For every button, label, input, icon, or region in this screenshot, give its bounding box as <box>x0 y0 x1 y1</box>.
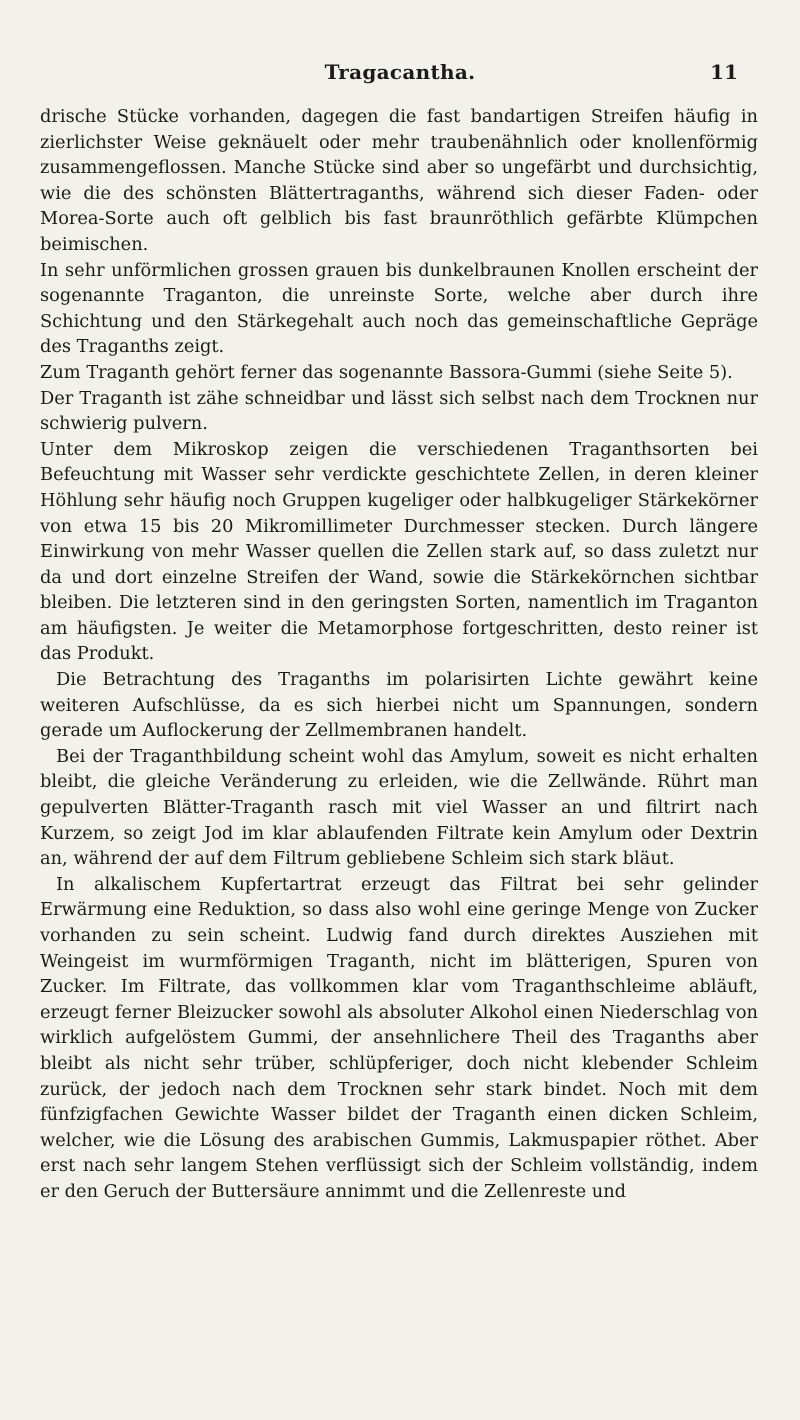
paragraph-pulvern: Der Traganth ist zähe schneidbar und lässt sich selbst nach dem Trocknen nur schwierig pulvern. <box>40 387 758 435</box>
paragraph-mikroskop: Unter dem Mikroskop zeigen die verschiedenen Traganthsorten bei Befeuchtung mit Wasser sehr verdickte geschichtete Zellen, in deren kleiner Höhlung sehr häufig noch Gruppen kugeliger oder halbkugeliger Stärkekörner von etwa 15 bis 20 Mikromillimeter Durchmesser stecken. Durch längere Einwirkung von mehr Wasser quellen die Zellen stark auf, so dass zuletzt nur da und dort einzelne Streifen der Wand, sowie die Stärkekörnchen sichtbar bleiben. Die letzteren sind in den geringsten Sorten, namentlich im Traganton am häufigsten. Je weiter die Metamorphose fortgeschritten, desto reiner ist das Produkt. <box>40 438 758 665</box>
paragraph-continuation: drische Stücke vorhanden, dagegen die fast bandartigen Streifen häufig in zierlichster Weise geknäuelt oder mehr traubenähnlich oder knollenförmig zusammengeflossen. Manche Stücke sind aber so ungefärbt und durchsichtig, wie die des schönsten Blättertraganths, während sich dieser Faden- oder Morea-Sorte auch oft gelblich bis fast braunröthlich gefärbte Klümpchen beimischen. <box>40 106 758 255</box>
paragraph-bassora: Zum Traganth gehört ferner das sogenannte Bassora-Gummi (siehe Seite 5). <box>40 361 733 383</box>
paragraph-kupfertartrat: In alkalischem Kupfertartrat erzeugt das Filtrat bei sehr gelinder Erwärmung eine Reduktion, so dass also wohl eine geringe Menge von Zucker vorhanden zu sein scheint. Ludwig fand durch direktes Ausziehen mit Weingeist im wurmförmigen Traganth, nicht im blätterigen, Spuren von Zucker. Im Filtrate, das vollkommen klar vom Traganthschleime abläuft, erzeugt ferner Bleizucker sowohl als absoluter Alkohol einen Niederschlag von wirklich aufgelöstem Gummi, der ansehnlichere Theil des Traganths aber bleibt als nicht sehr trüber, schlüpferiger, doch nicht klebender Schleim zurück, der jedoch nach dem Trocknen sehr stark bindet. Noch mit dem fünfzigfachen Gewichte Wasser bildet der Traganth einen dicken Schleim, welcher, wie die Lösung des arabischen Gummis, Lakmuspapier röthet. Aber erst nach sehr langem Stehen verflüssigt sich der Schleim vollständig, indem er den Geruch der Buttersäure annimmt und die Zellenreste und <box>40 873 758 1202</box>
paragraph-polarisirt: Die Betrachtung des Traganths im polarisirten Lichte gewährt keine weiteren Aufschlüsse, da es sich hierbei nicht um Spannungen, sondern gerade um Auflockerung der Zellmembranen handelt. <box>40 669 758 742</box>
paragraph-amylum: Bei der Traganthbildung scheint wohl das Amylum, soweit es nicht erhalten bleibt, die gleiche Veränderung zu erleiden, wie die Zellwände. Rührt man gepulverten Blätter-Traganth rasch mit viel Wasser an und filtrirt nach Kurzem, so zeigt Jod im klar ablaufenden Filtrate kein Amylum oder Dextrin an, während der auf dem Filtrum gebliebene Schleim sich stark bläut. <box>40 745 758 870</box>
paragraph-traganton: In sehr unförmlichen grossen grauen bis dunkelbraunen Knollen erscheint der sogenannte Traganton, die unreinste Sorte, welche aber durch ihre Schichtung und den Stärkegehalt auch noch das gemeinschaftliche Gepräge des Traganths zeigt. <box>40 259 758 358</box>
body-text <box>40 104 758 1205</box>
running-title: Tragacantha. <box>324 60 476 84</box>
page-number: 11 <box>710 60 738 84</box>
page-header <box>0 60 800 94</box>
